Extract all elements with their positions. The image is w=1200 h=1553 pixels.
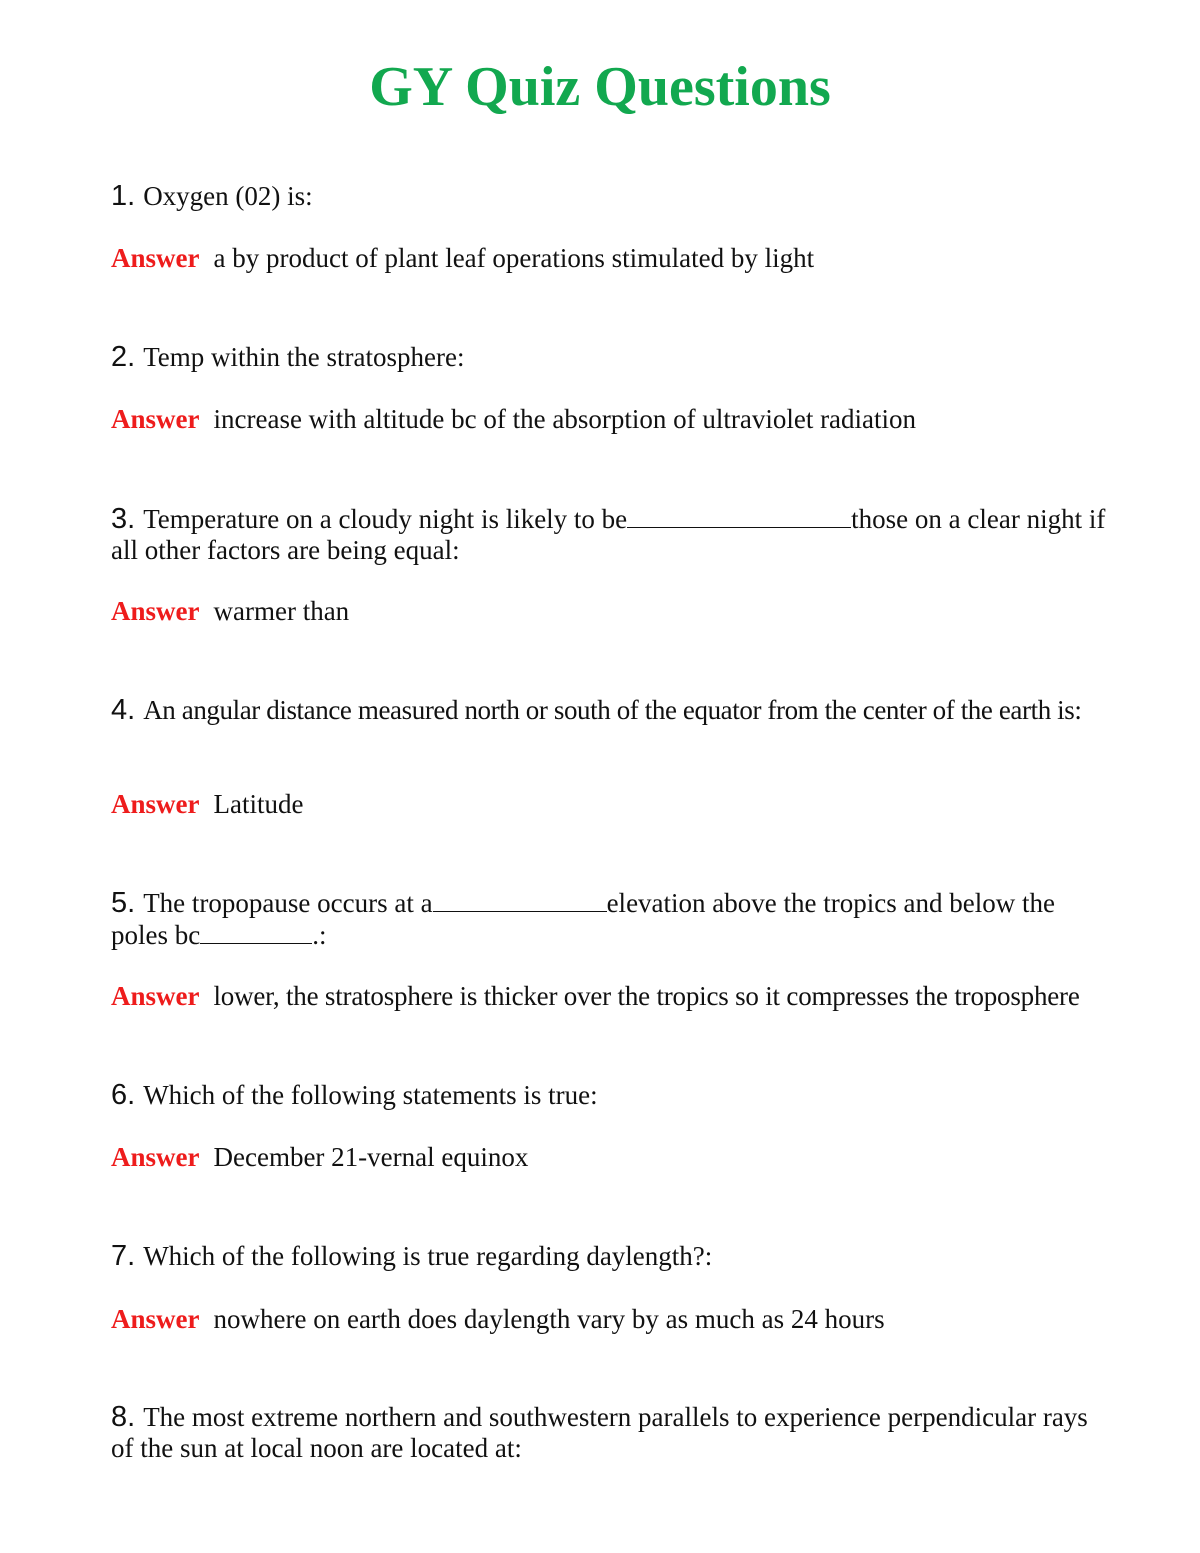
question-number: 5.: [111, 887, 136, 919]
answer-label: Answer: [111, 1304, 200, 1334]
page-title: GY Quiz Questions: [369, 56, 831, 118]
question-text-cont: those on a clear night if all other factors are being equal:: [111, 504, 1106, 565]
question-text: Temperature on a cloudy night is likely to be: [143, 504, 628, 534]
question-6: [111, 1080, 1111, 1111]
question-text: The tropopause occurs at a: [143, 888, 433, 918]
answer-label: Answer: [111, 596, 200, 626]
answer-label: Answer: [111, 404, 200, 434]
question-2: [111, 342, 1111, 373]
question-1: [111, 181, 1111, 212]
answer-label: Answer: [111, 1142, 200, 1172]
question-number: 8.: [111, 1401, 136, 1433]
question-8: [111, 1402, 1111, 1464]
answer-text: a by product of plant leaf operations stimulated by light: [213, 243, 815, 273]
answer-text: nowhere on earth does daylength vary by as much as 24 hours: [213, 1304, 885, 1334]
answer-text: increase with altitude bc of the absorption of ultraviolet radiation: [213, 404, 917, 434]
question-number: 4.: [111, 694, 136, 726]
answer-6: [111, 1142, 1161, 1173]
answer-text: lower, the stratosphere is thicker over the tropics so it compresses the troposphere: [213, 981, 1080, 1011]
answer-4: [111, 789, 1161, 820]
question-number: 2.: [111, 341, 136, 373]
question-text: Oxygen (02) is:: [143, 181, 313, 211]
answer-label: Answer: [111, 981, 200, 1011]
answer-5: [111, 981, 1161, 1012]
question-number: 7.: [111, 1240, 136, 1272]
answer-label: Answer: [111, 243, 200, 273]
fill-blank: [433, 887, 607, 912]
question-text: Temp within the stratosphere:: [143, 342, 465, 372]
question-number: 1.: [111, 180, 136, 212]
question-text-cont: elevation above the tropics and below the poles bc: [111, 888, 1055, 950]
question-number: 6.: [111, 1079, 136, 1111]
answer-7: [111, 1304, 1161, 1335]
answer-2: [111, 404, 1161, 435]
answer-1: [111, 243, 1161, 274]
question-5: [111, 887, 1111, 951]
answer-text: Latitude: [213, 789, 304, 819]
fill-blank: [200, 919, 312, 944]
fill-blank: [627, 503, 851, 528]
question-text: Which of the following statements is true:: [143, 1080, 598, 1110]
question-4: [111, 695, 1111, 726]
question-3: [111, 503, 1111, 566]
question-text-end: .:: [312, 920, 327, 950]
question-7: [111, 1241, 1111, 1272]
question-number: 3.: [111, 503, 136, 535]
answer-3: [111, 596, 1161, 627]
question-text: The most extreme northern and southwestern parallels to experience perpendicular rays of the sun at local noon are located at:: [111, 1402, 1088, 1463]
question-text: Which of the following is true regarding daylength?:: [143, 1241, 713, 1271]
question-text: An angular distance measured north or south of the equator from the center of the earth is:: [143, 695, 1082, 725]
answer-text: warmer than: [213, 596, 350, 626]
answer-text: December 21-vernal equinox: [213, 1142, 529, 1172]
answer-label: Answer: [111, 789, 200, 819]
